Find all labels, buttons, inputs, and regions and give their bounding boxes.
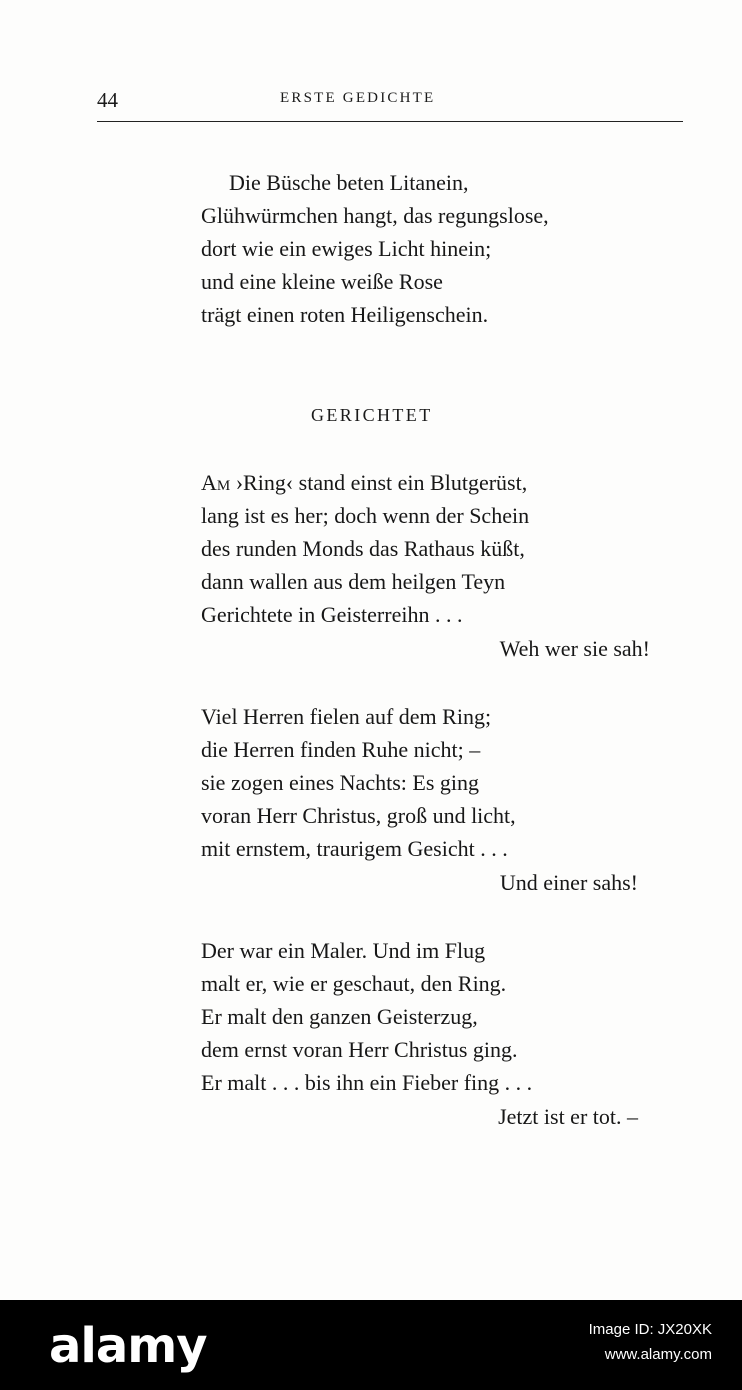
poem-title: GERICHTET bbox=[311, 405, 433, 425]
intro-line: Glühwürmchen hangt, das regungslose, bbox=[201, 203, 549, 228]
intro-line: und eine kleine weiße Rose bbox=[201, 269, 443, 294]
stanza-3-line: Er malt den ganzen Geisterzug, bbox=[201, 1004, 478, 1029]
stanza-2-line: sie zogen eines Nachts: Es ging bbox=[201, 770, 479, 795]
stanza-1-line-1 bbox=[201, 471, 527, 495]
stanza-3-line: Der war ein Maler. Und im Flug bbox=[201, 938, 486, 963]
stanza-2-line: Viel Herren fielen auf dem Ring; bbox=[201, 704, 492, 729]
running-title: ERSTE GEDICHTE bbox=[280, 90, 436, 106]
image-id-label: Image ID: JX20XK bbox=[588, 1321, 712, 1338]
stanza-1-line: Gerichtete in Geisterreihn . . . bbox=[201, 602, 463, 627]
stanza-3-line: Er malt . . . bis ihn ein Fieber fing . . . bbox=[201, 1070, 533, 1095]
stanza-2-line: voran Herr Christus, groß und licht, bbox=[201, 803, 516, 828]
stanza-2-refrain: Und einer sahs! bbox=[499, 870, 638, 895]
first-word-small-caps: Am bbox=[201, 470, 231, 495]
website-label: www.alamy.com bbox=[604, 1346, 712, 1363]
stanza-3-refrain: Jetzt ist er tot. – bbox=[498, 1104, 638, 1129]
stanza-1-line: lang ist es her; doch wenn der Schein bbox=[201, 503, 530, 528]
stanza-2-line: mit ernstem, traurigem Gesicht . . . bbox=[201, 836, 508, 861]
stanza-2-line: die Herren finden Ruhe nicht; – bbox=[201, 737, 481, 762]
intro-line: Die Büsche beten Litanein, bbox=[229, 170, 469, 195]
page-number: 44 bbox=[97, 88, 118, 112]
stanza-1-line: des runden Monds das Rathaus küßt, bbox=[201, 536, 525, 561]
stanza-3-line: dem ernst voran Herr Christus ging. bbox=[201, 1037, 518, 1062]
stanza-3-line: malt er, wie er geschaut, den Ring. bbox=[201, 971, 507, 996]
alamy-logo: alamy bbox=[49, 1318, 207, 1374]
first-line-rest: ›Ring‹ stand einst ein Blutgerüst, bbox=[230, 470, 528, 495]
header-rule bbox=[97, 121, 683, 122]
intro-line: dort wie ein ewiges Licht hinein; bbox=[201, 236, 492, 261]
stanza-1-refrain: Weh wer sie sah! bbox=[499, 636, 650, 661]
stanza-1-line: dann wallen aus dem heilgen Teyn bbox=[201, 569, 506, 594]
intro-line: trägt einen roten Heiligenschein. bbox=[201, 302, 489, 327]
